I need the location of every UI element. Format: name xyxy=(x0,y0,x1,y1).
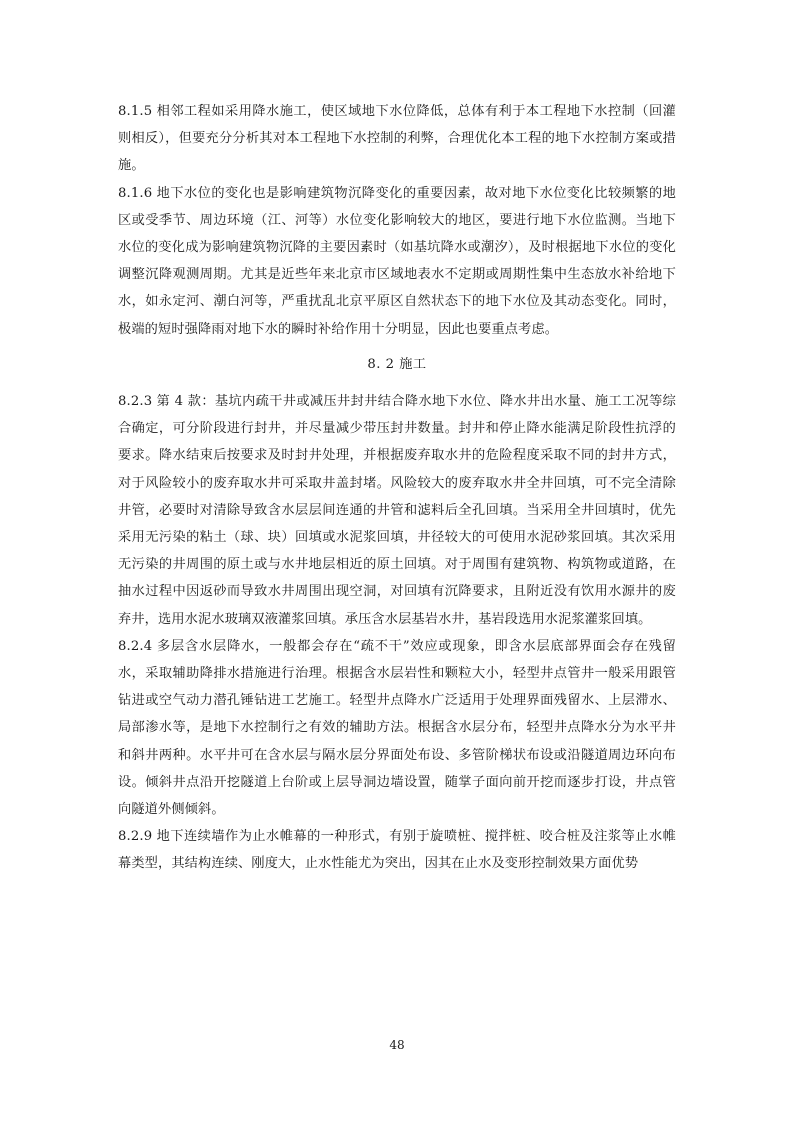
clause-text: 第 4 款：基坑内疏干井或减压井封井结合降水地下水位、降水井出水量、施工工况等综合确定，可分阶段进行封井，并尽量减少带压封井数量。封井和停止降水能满足阶段性抗浮的要求。降水结束后按要求及时封井处理，并根据废弃取水井的危险程度采取不同的封井方式，对于风险较小的废弃取水井可采取井盖封堵。风险较大的废弃取水井全井回填，可不完全清除井管，必要时对清除导致含水层层间连通的井管和滤料后全孔回填。当采用全井回填时，优先采用无污染的粘土（球、块）回填或水泥浆回填，井径较大的可使用水泥砂浆回填。其次采用无污染的井周围的原土或与水井地层相近的原土回填。对于周围有建筑物、构筑物或道路，在抽水过程中因返砂而导致水井周围出现空洞，对回填有沉降要求，且附近没有饮用水源井的废弃井，选用水泥水玻璃双液灌浆回填。承压含水层基岩水井，基岩段选用水泥浆灌浆回填。 xyxy=(118,394,676,627)
section-heading: 8. 2 施工 xyxy=(367,356,427,372)
clause-number: 8.2.9 xyxy=(118,829,153,845)
page-number: 48 xyxy=(389,1038,405,1052)
clause-text: 多层含水层降水，一般都会存在“疏不干”效应或现象，即含水层底部界面会存在残留水，采取辅助降排水措施进行治理。根据含水层岩性和颗粒大小，轻型井点管井一般采用跟管钻进或空气动力潜孔锤钻进工艺施工。轻型井点降水广泛适用于处理界面残留水、上层滞水、局部渗水等，是地下水控制行之有效的辅助方法。根据含水层分布，轻型井点降水分为水平井和斜井两种。水平井可在含水层与隔水层分界面处布设、多管阶梯状布设或沿隧道周边环向布设。倾斜井点沿开挖隧道上台阶或上层导洞边墙设置，随掌子面向前开挖而逐步打设，井点管向隧道外侧倾斜。 xyxy=(118,638,676,818)
clause-text: 地下水位的变化也是影响建筑物沉降变化的重要因素，故对地下水位变化比较频繁的地区或受季节、周边环境（江、河等）水位变化影响较大的地区，要进行地下水位监测。当地下水位的变化成为影响建筑物沉降的主要因素时（如基坑降水或潮汐），及时根据地下水位的变化调整沉降观测周期。尤其是近些年来北京市区域地表水不定期或周期性集中生态放水补给地下水，如永定河、潮白河等，严重扰乱北京平原区自然状态下的地下水位及其动态变化。同时，极端的短时强降雨对地下水的瞬时补给作用十分明显，因此也要重点考虑。 xyxy=(118,185,676,337)
clause-text: 地下连续墙作为止水帷幕的一种形式，有别于旋喷桩、搅拌桩、咬合桩及注浆等止水帷幕类型，其结构连续、刚度大，止水性能尤为突出，因其在止水及变形控制效果方面优势 xyxy=(118,829,676,872)
clause-number: 8.2.3 xyxy=(118,394,153,410)
clause-number: 8.2.4 xyxy=(118,638,153,654)
clause-8-2-4 xyxy=(118,633,676,823)
clause-8-2-9 xyxy=(118,823,676,877)
clause-number: 8.1.6 xyxy=(118,185,153,201)
clause-8-1-6 xyxy=(118,180,676,343)
clause-8-2-3 xyxy=(118,388,676,633)
clause-number: 8.1.5 xyxy=(118,104,153,119)
clause-8-1-5 xyxy=(118,98,676,180)
clause-text: 相邻工程如采用降水施工，使区域地下水位降低，总体有利于本工程地下水控制（回灌则相反），但要充分分析其对本工程地下水控制的利弊，合理优化本工程的地下水控制方案或措施。 xyxy=(118,104,676,174)
document-body xyxy=(118,98,676,878)
